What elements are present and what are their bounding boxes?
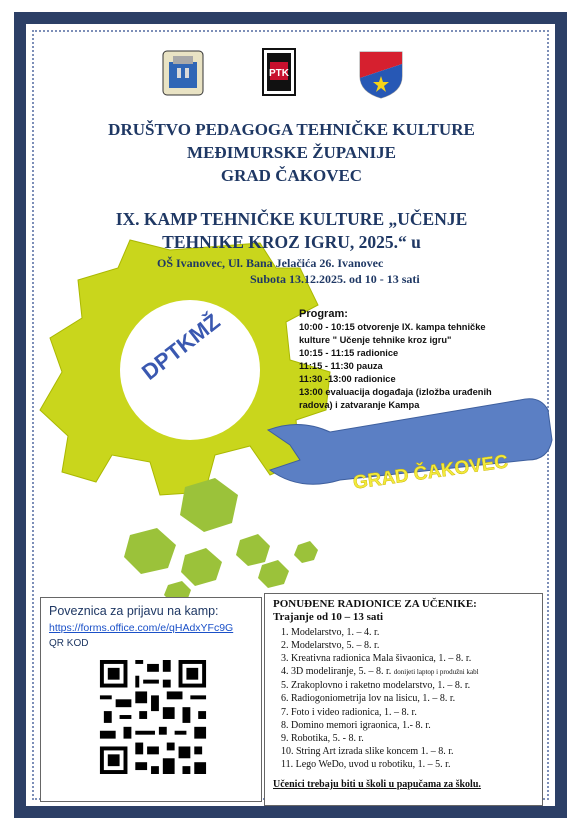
workshops-box [264,593,543,806]
wrench-text: GRAD ČAKOVEC [351,451,510,494]
list-item: 8. Domino memori igraonica, 1.- 8. r. [281,719,431,731]
event-venue: OŠ Ivanovec, Ul. Bana Jelačića 26. Ivanovec [157,256,384,270]
list-item-text: 4. 3D modeliranje, 5. – 8. r. [281,666,392,678]
ptk-logo-icon [262,48,296,96]
gear-text: DPTKMŽ [136,308,225,385]
program-line: kulture " Učenje tehnike kroz igru" [299,335,452,345]
registration-link[interactable]: https://forms.office.com/e/qHAdxYFc9G [49,622,234,634]
qr-label: QR KOD [49,638,89,649]
list-item: 7. Foto i video radionica, 1. – 8. r. [281,706,417,718]
program-line: 11:15 - 11:30 pauza [299,361,383,371]
list-item: 3. Kreativna radionica Mala šivaonica, 1. – 8. r. [281,653,472,665]
header-line-1: DRUŠTVO PEDAGOGA TEHNIČKE KULTURE [108,120,475,139]
list-item: 6. Radiogoniometrija lov na lisicu, 1. – 8. r. [281,693,456,705]
county-coat-of-arms-icon [356,48,406,100]
list-item: 1. Modelarstvo, 1. – 4. r. [281,627,380,638]
program-line: radova) i zatvaranje Kampa [299,400,420,410]
logo-row [0,48,583,108]
event-title [0,208,583,254]
program-line: 13:00 evaluacija događaja (izložba urađenih [299,387,492,397]
workshops-duration: Trajanje od 10 – 13 sati [273,611,384,623]
list-item: 11. Lego WeDo, uvod u robotiku, 1. – 5. r. [281,758,451,770]
header-line-2: MEĐIMURSKE ŽUPANIJE [187,143,396,162]
program-line: 11:30 -13:00 radionice [299,374,396,384]
list-item: 9. Robotika, 5. - 8. r. [281,732,364,744]
workshops-footer: Učenici trebaju biti u školi u papučama za školu. [273,779,481,791]
registration-box [40,597,262,802]
hexagon-cluster-icon [124,478,318,604]
organization-header [0,118,583,187]
event-title-line-1: IX. KAMP TEHNIČKE KULTURE „UČENJE [115,209,468,229]
workshops-title: PONUĐENE RADIONICE ZA UČENIKE: [273,598,477,610]
workshops-list [273,626,534,771]
list-item: 5. Zrakoplovno i raketno modelarstvo, 1. – 8. r. [281,680,471,692]
list-item: 2. Modelarstvo, 5. – 8. r. [281,640,380,652]
list-item: 10. String Art izrada slike koncem 1. – 8. r. [281,745,454,757]
event-title-line-2: TEHNIKE KROZ IGRU, 2025.“ u [162,232,421,252]
registration-label: Poveznica za prijavu na kamp: [49,604,219,618]
program-line: 10:15 - 11:15 radionice [299,348,399,358]
event-date: Subota 13.12.2025. od 10 - 13 sati [250,272,420,286]
list-item [281,665,534,679]
qr-code-icon[interactable] [96,656,210,778]
city-coat-of-arms-icon [160,48,206,98]
program-section [299,308,539,412]
program-line: 10:00 - 10:15 otvorenje IX. kampa tehničke [299,322,486,332]
ptk-logo-text: PTK [269,68,289,79]
program-title: Program: [299,308,348,320]
header-line-3: GRAD ČAKOVEC [220,166,363,185]
list-item-note: donijeti laptop i produžni kabl [393,668,479,677]
